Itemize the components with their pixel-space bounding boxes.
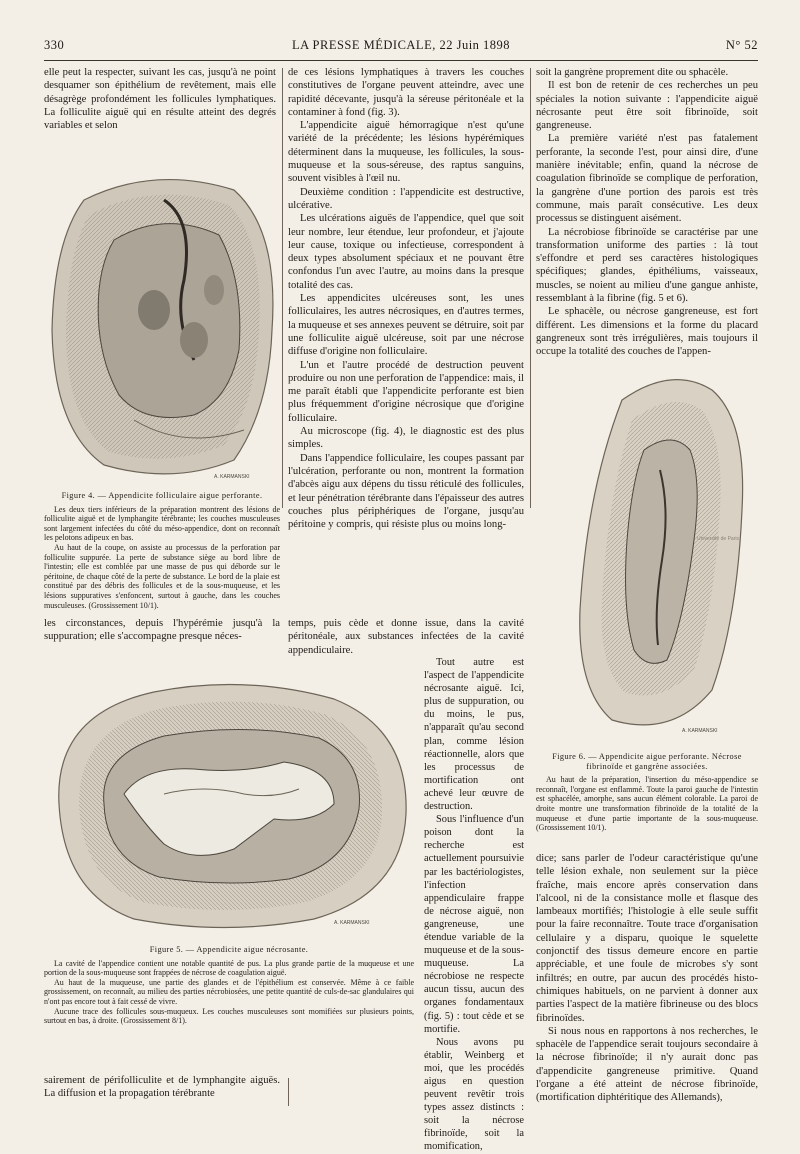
paragraph: L'appendicite aiguë hémorragique n'est qu'une variété de la précédente; les lésions hypérémiques déterminent dans la muqueuse, les follicules, la sous-muqueuse et la sous-séreuse, des raptus sanguins, souvent visibles à l'œil nu.: [288, 120, 524, 185]
column-divider: [288, 1078, 289, 1106]
page-number: 330: [44, 38, 65, 52]
column-2-top: [288, 66, 524, 531]
figure-title: Figure 5. — Appendicite aigue nécrosante.: [149, 945, 309, 954]
figure-5-caption: [44, 945, 414, 1026]
figure-6-caption: [536, 752, 758, 833]
paragraph: Dans l'appendice folliculaire, les coupes passant par l'ulcération, perforante ou non, montrent la formation d'abcès aigu aux dépens du tissu réticulé des follicules, et leur pénétration térébrante dans l'épaisseur des autres couches plus périphériques de l'organe, jusqu'au péritoine y compris, qui résiste plus ou moins long-: [288, 452, 524, 531]
caption-paragraph: La cavité de l'appendice contient une notable quantité de pus. La plus grande partie de la muqueuse et une portion de la sous-muqueuse sont frappées de nécrose de coagulation aiguë.: [44, 958, 414, 978]
figure-signature: A. KARMANSKI: [682, 728, 718, 734]
paragraph: Nous avons pu établir, Weinberg et moi, que les procédés aigus en question peuvent revêtir trois types assez distincts : soit la nécrose fibrinoïde, soit la momification,: [424, 1036, 524, 1153]
paragraph: soit la gangrène proprement dite ou sphacèle.: [536, 67, 729, 78]
paragraph: Deuxième condition : l'appendicite est destructive, ulcérative.: [288, 186, 524, 211]
paragraph: La première variété n'est pas fatalement perforante, la seconde l'est, pour ainsi dire, d'une manière inévitable; enfin, quand la nécrose de coagulation fibrinoïde se complique de perforation, la gangrène d'une portion des parois est très commune, mais paraît consécutive. Les deux processus se distinguent aisément.: [536, 133, 758, 225]
paragraph: Le sphacèle, ou nécrose gangreneuse, est fort différent. Les dimensions et la forme du placard gangreneux sont très irrégulières, mais toujours il occupe la totalité des couches de l'appen-: [536, 306, 758, 358]
issue-number: N° 52: [725, 38, 758, 52]
paragraph: Les ulcérations aiguës de l'appendice, quel que soit leur nombre, leur étendue, leur profondeur, et j'ajoute leur cause, toxique ou infectieuse, correspondent à deux types absolument spéciaux et ne pouvant être confondus l'un avec l'autre, au moins dans la presque totalité des cas.: [288, 213, 524, 291]
paragraph: L'un et l'autre procédé de destruction peuvent produire ou non une perforation de l'appendice: mais, il me paraît établi que l'appendicite perforante est bien plus fréquemment d'origine nécrosique que d'origine folliculaire.: [288, 359, 524, 424]
paragraph: Tout autre est l'aspect de l'appendicite nécrosante aiguë. Ici, plus de suppuration, ou du moins, le pus, n'apparaît qu'au second plan, comme lésion réactionnelle, alors que les processus de mortification ont achevé leur œuvre de destruction.: [424, 657, 524, 813]
paragraph: Les appendicites ulcéreuses sont, les unes folliculaires, les autres nécrosiques, en d'autres termes, la muqueuse et ses annexes peuvent se détruire, soit par une folliculite aiguë ulcéreuse, soit par une nécrose diffuse d'origine non folliculaire.: [288, 293, 524, 358]
caption-paragraph: Aucune trace des follicules sous-muqueux. Les couches musculeuses sont momifiées sur plusieurs points, surtout en bas, à droite. (Grossissement 8/1).: [44, 1006, 414, 1026]
paragraph: Il est bon de retenir de ces recherches un peu spéciales la notion suivante : l'appendicite aiguë nécrosante peut être soit fibrinoïde, soit gangreneuse.: [536, 80, 758, 132]
figure-signature: A. KARMANSKI: [334, 920, 370, 926]
column-1-mid: [44, 617, 280, 644]
caption-paragraph: Au haut de la préparation, l'insertion du méso-appendice se reconnaît, l'organe est enflammé. Toute la paroi gauche de l'intestin est sphacélée, amorphe, sans aucun élément colorable. La paroi de droite montre une transformation fibrinoïde de la totalité de la muqueuse et d'une partie importante de la sous-muqueuse. (Grossissement 10/1).: [536, 775, 758, 833]
figure-title: Figure 4. — Appendicite folliculaire aigue perforante.: [61, 491, 263, 500]
caption-paragraph: Les deux tiers inférieurs de la préparation montrent des lésions de folliculite aiguë et de lymphangite térébrante; les couches musculeuses sont largement infectées du côté du méso-appendice, dont on reconnaît les pelotons adipeux en bas.: [44, 504, 280, 543]
column-2-mid: [288, 617, 524, 657]
paragraph: temps, puis cède et donne issue, dans la cavité péritonéale, aux substances infectées de la cavité appendiculaire.: [288, 618, 524, 656]
library-stamp: Université de Paris: [697, 536, 739, 542]
header-rule: [44, 60, 758, 61]
paragraph: dice; sans parler de l'odeur caractéristique qu'une telle lésion exhale, non seulement sur la pièce fraîche, mais encore après conservation dans l'alcool, ni de la consistance molle et flasque des lambeaux mortifiés; l'histologie à elle seule suffit pour la faire reconnaître. Toute trace d'organisation cellulaire y a disparu, quoique le squelette conjonctif des tissus demeure encore en partie appréciable, et une foule de microbes s'y sont infiltrés; en outre, par aucun des procédés histo-chimiques habituels, on ne parvient à donner aux parties l'aspect de la matière fibrineuse ou des blocs fibrinoïdes.: [536, 853, 758, 1024]
paragraph: sairement de périfolliculite et de lymphangite aiguës. La diffusion et la propagation térébrante: [44, 1075, 280, 1100]
figure-5-micrograph: [44, 674, 414, 936]
column-1-bottom: [44, 1074, 280, 1101]
paragraph: de ces lésions lymphatiques à travers les couches constitutives de l'organe peuvent atteindre, avec une rapidité décevante, jusqu'à la séreuse péritonéale et la contaminer à fond (fig. 3).: [288, 67, 524, 118]
paragraph: elle peut la respecter, suivant les cas, jusqu'à ne point desquamer son épithélium de revêtement, mais elle désagrège profondément les follicules lymphatiques. La folliculite aiguë qui en résulte atteint des degrés variables et selon: [44, 67, 276, 132]
column-2-narrow: [424, 656, 524, 1154]
paragraph: Si nous nous en rapportons à nos recherches, le sphacèle de l'appendice serait toujours secondaire à la nécrose fibrinoïde; il n'y aurait donc pas d'appendicite gangreneuse primitive. Quand l'organe a été atteint de nécrose fibrinoïde, (mortification diphtéritique des Allemands),: [536, 1025, 758, 1104]
column-3-bottom: [536, 852, 758, 1105]
journal-title: LA PRESSE MÉDICALE, 22 Juin 1898: [291, 38, 511, 52]
caption-paragraph: Au haut de la muqueuse, une partie des glandes et de l'épithélium est conservée. Même à ce faible grossissement, on reconnaît, au milieu des parties nécrobiosées, une petite quantité de culs-de-sac glandulaires qui n'ont pas encore tout à fait cessé de vivre.: [44, 977, 414, 1006]
figure-title: Figure 6. — Appendicite aigue perforante. Nécrose fibrinoïde et gangrène associées.: [552, 752, 742, 771]
column-3-top: [536, 66, 758, 359]
figure-4-micrograph: [44, 160, 284, 486]
paragraph: Sous l'influence d'un poison dont la recherche est actuellement poursuivie par les bactériologistes, l'infection appendiculaire frappe de nécrose aiguë, non gangreneuse, une étendue variable de la muqueuse et de la sous-muqueuse. La nécrobiose ne respecte aucun tissu, aucun des organes fondamentaux (fig. 5) : tout cède et se mortifie.: [424, 814, 524, 1035]
caption-paragraph: Au haut de la coupe, on assiste au processus de la perforation par folliculite suppurée. La perte de substance siège au bord libre de l'intestin; elle est comblée par une masse de pus qui déborde sur le péritoine, de chaque côté de la perte de substance. Le bord de la plaie est constitué par des débris des follicules et de la sous-muqueuse, et les lésions suppuratives s'enfoncent, surtout à gauche, dans les couches musculeuses. (Grossissement 10/1).: [44, 542, 280, 610]
figure-signature: A. KARMANSKI: [214, 474, 250, 480]
paragraph: les circonstances, depuis l'hypérémie jusqu'à la suppuration; elle s'accompagne presque néces-: [44, 618, 280, 643]
figure-6-micrograph: [562, 360, 750, 742]
paragraph: La nécrobiose fibrinoïde se caractérise par une transformation uniforme des parties : là tout s'effondre et perd ses caractères histologiques spécifiques; glandes, épithéliums, vaisseaux, muscles, se noient au milieu d'une gangue anhiste, ressemblant à la fibrine (fig. 5 et 6).: [536, 226, 758, 305]
paragraph: Au microscope (fig. 4), le diagnostic est des plus simples.: [288, 426, 524, 451]
column-1-top: [44, 66, 276, 132]
figure-4-caption: [44, 491, 280, 610]
column-divider: [530, 68, 531, 508]
page-header: [44, 38, 758, 56]
